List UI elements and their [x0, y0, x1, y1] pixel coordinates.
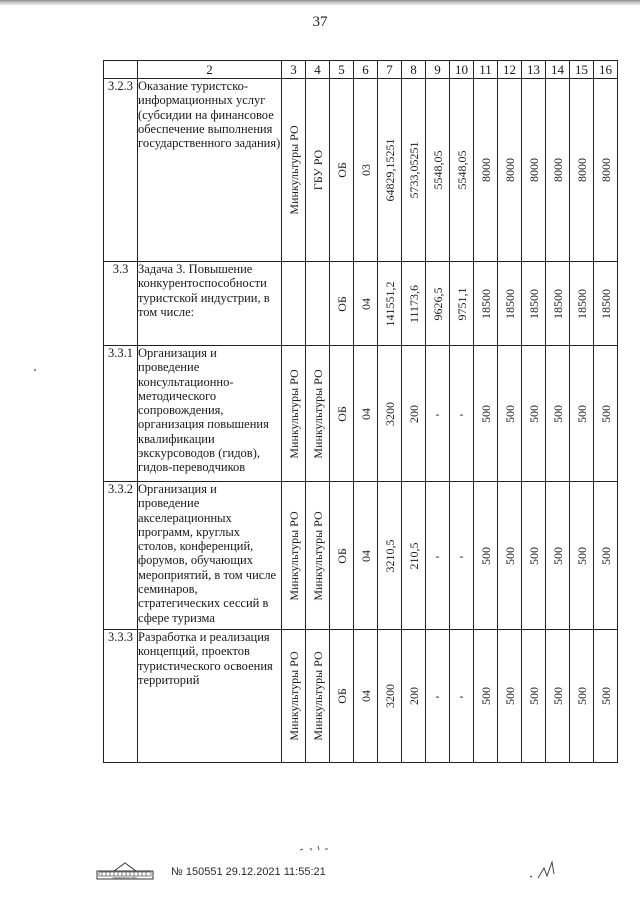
cell-value — [450, 262, 474, 346]
cell-value — [474, 79, 498, 262]
row-description: Оказание туристско-информационных услуг (субсидии на финансовое обеспечение выполнения государственного задания) — [138, 79, 282, 262]
row-description: Разработка и реализация концепций, проектов туристического освоения территорий — [138, 630, 282, 763]
cell-value — [378, 262, 402, 346]
cell-value — [570, 262, 594, 346]
cell-text: 04 — [358, 407, 373, 420]
cell-code — [354, 262, 378, 346]
cell-value — [402, 346, 426, 482]
row-number: 3.3.1 — [104, 346, 138, 482]
cell-text: 500 — [598, 546, 613, 565]
cell-text: 3200 — [382, 401, 397, 426]
cell-text: Минкультуры РО — [286, 125, 301, 215]
cell-value — [522, 79, 546, 262]
header-cell: 2 — [138, 61, 282, 79]
cell-text: 8000 — [550, 158, 565, 182]
cell-value — [522, 346, 546, 482]
cell-executor — [282, 79, 306, 262]
cell-text: 18500 — [526, 288, 541, 319]
cell-text: 9751,1 — [454, 287, 469, 320]
cell-text: 200 — [406, 687, 421, 705]
header-cell: 3 — [282, 61, 306, 79]
cell-text: 18500 — [598, 288, 613, 319]
cell-text: 500 — [550, 687, 565, 705]
header-cell: 7 — [378, 61, 402, 79]
cell-text: 141551,2 — [382, 281, 397, 326]
cell-value — [522, 262, 546, 346]
row-number: 3.3.2 — [104, 482, 138, 630]
cell-value — [546, 79, 570, 262]
table-row — [104, 262, 618, 346]
cell-text: 500 — [478, 404, 493, 423]
header-cell: 11 — [474, 61, 498, 79]
cell-text: 500 — [502, 687, 517, 705]
cell-value — [498, 262, 522, 346]
cell-participant — [306, 482, 330, 630]
cell-value — [570, 630, 594, 763]
cell-value — [594, 346, 618, 482]
cell-value — [426, 79, 450, 262]
cell-participant — [306, 262, 330, 346]
header-cell: 10 — [450, 61, 474, 79]
cell-text: 500 — [478, 546, 493, 565]
cell-value — [378, 346, 402, 482]
cell-budget — [330, 262, 354, 346]
header-row — [104, 61, 618, 79]
cell-text: ОБ — [334, 405, 349, 422]
header-cell: 16 — [594, 61, 618, 79]
cell-value — [498, 630, 522, 763]
cell-value — [378, 482, 402, 630]
header-cell: 6 — [354, 61, 378, 79]
header-cell: 5 — [330, 61, 354, 79]
header-cell: 9 — [426, 61, 450, 79]
cell-text: 500 — [574, 546, 589, 565]
cell-text: 03 — [358, 164, 373, 176]
row-number: 3.2.3 — [104, 79, 138, 262]
cell-text: 64829,15251 — [382, 138, 397, 202]
cell-text: 04 — [358, 690, 373, 702]
cell-executor — [282, 630, 306, 763]
cell-text: 8000 — [526, 158, 541, 182]
cell-text: 5733,05251 — [406, 141, 421, 199]
cell-text: 18500 — [502, 288, 517, 319]
cell-text: 18500 — [574, 288, 589, 319]
cell-value — [450, 482, 474, 630]
cell-value — [378, 79, 402, 262]
cell-value — [570, 482, 594, 630]
cell-text: 04 — [358, 297, 373, 310]
cell-text: Минкультуры РО — [310, 368, 325, 459]
cell-value — [402, 262, 426, 346]
cell-budget — [330, 482, 354, 630]
cell-value — [402, 630, 426, 763]
cell-value — [450, 630, 474, 763]
header-cell-1 — [104, 61, 138, 79]
cell-value — [378, 630, 402, 763]
row-description: Задача 3. Повышение конкурентоспособности туристской индустрии, в том числе: — [138, 262, 282, 346]
cell-value — [522, 630, 546, 763]
cell-value — [426, 482, 450, 630]
cell-value — [570, 79, 594, 262]
cell-value — [450, 346, 474, 482]
cell-text: 500 — [598, 404, 613, 423]
row-description: Организация и проведение консультационно-методического сопровождения, организация повышения квалификации экскурсоводов (гидов), гидов-переводчиков — [138, 346, 282, 482]
cell-value — [498, 346, 522, 482]
row-number: 3.3.3 — [104, 630, 138, 763]
scan-scribble-icon — [520, 848, 580, 888]
registration-stamp: № 150551 29.12.2021 11:55:21 — [171, 866, 326, 878]
scan-speck-icon — [280, 838, 360, 858]
cell-text: 500 — [502, 404, 517, 423]
cell-text: ОБ — [334, 162, 349, 178]
cell-value — [426, 262, 450, 346]
table-row — [104, 79, 618, 262]
cell-code — [354, 630, 378, 763]
cell-value — [498, 482, 522, 630]
cell-text: 5548,05 — [430, 150, 445, 190]
cell-value — [498, 79, 522, 262]
cell-text: - — [459, 406, 464, 421]
header-cell: 14 — [546, 61, 570, 79]
cell-budget — [330, 346, 354, 482]
cell-text: ОБ — [334, 688, 349, 704]
cell-text: 500 — [526, 687, 541, 705]
cell-executor — [282, 346, 306, 482]
cell-budget — [330, 630, 354, 763]
cell-text: 200 — [406, 404, 421, 423]
cell-text: 5548,05 — [454, 150, 469, 190]
header-cell: 4 — [306, 61, 330, 79]
government-logo-icon — [96, 862, 154, 880]
cell-value — [426, 346, 450, 482]
header-cell: 13 — [522, 61, 546, 79]
row-description: Организация и проведение акселерационных программ, круглых столов, конференций, форумов, обучающих мероприятий, в том числе семинаров, стратегических сессий в сфере туризма — [138, 482, 282, 630]
cell-text: 500 — [550, 404, 565, 423]
cell-text: 500 — [502, 546, 517, 565]
cell-value — [594, 79, 618, 262]
cell-budget — [330, 79, 354, 262]
cell-value — [546, 346, 570, 482]
cell-text: 210,5 — [406, 542, 421, 569]
cell-participant — [306, 79, 330, 262]
cell-text: 3200 — [382, 684, 397, 708]
cell-value — [546, 482, 570, 630]
cell-text: 3210,5 — [382, 539, 397, 572]
scan-edge — [0, 0, 640, 6]
cell-participant — [306, 346, 330, 482]
cell-text: 04 — [358, 549, 373, 562]
svg-text:ПРАВИТЕЛЬСТВО: ПРАВИТЕЛЬСТВО — [112, 876, 138, 880]
cell-text: ОБ — [334, 295, 349, 312]
cell-value — [474, 262, 498, 346]
cell-text: 500 — [574, 404, 589, 423]
cell-text: - — [435, 689, 440, 703]
cell-text: - — [459, 689, 464, 703]
cell-text: 500 — [574, 687, 589, 705]
page-number: 37 — [312, 14, 328, 30]
cell-text: 8000 — [598, 158, 613, 182]
cell-value — [546, 262, 570, 346]
cell-value — [474, 346, 498, 482]
program-table — [103, 60, 618, 763]
header-cell: 8 — [402, 61, 426, 79]
cell-text: Минкультуры РО — [310, 651, 325, 741]
cell-text: 18500 — [550, 288, 565, 319]
cell-value — [570, 346, 594, 482]
cell-text: Минкультуры РО — [286, 510, 301, 601]
cell-value — [426, 630, 450, 763]
cell-text: 8000 — [478, 158, 493, 182]
cell-text: 8000 — [574, 158, 589, 182]
cell-text: 500 — [598, 687, 613, 705]
cell-text: 11173,6 — [406, 284, 421, 323]
table-row — [104, 482, 618, 630]
cell-text: 18500 — [478, 288, 493, 319]
cell-value — [594, 630, 618, 763]
cell-text: 500 — [550, 546, 565, 565]
cell-participant — [306, 630, 330, 763]
cell-text: - — [435, 406, 440, 421]
cell-text: Минкультуры РО — [310, 510, 325, 601]
cell-text: ГБУ РО — [310, 149, 325, 191]
cell-text: 500 — [526, 546, 541, 565]
cell-value — [594, 262, 618, 346]
cell-code — [354, 482, 378, 630]
cell-text: - — [459, 548, 464, 563]
cell-value — [402, 79, 426, 262]
header-cell: 12 — [498, 61, 522, 79]
cell-value — [546, 630, 570, 763]
cell-value — [474, 630, 498, 763]
cell-value — [450, 79, 474, 262]
cell-text: Минкультуры РО — [286, 368, 301, 459]
cell-value — [522, 482, 546, 630]
cell-executor — [282, 262, 306, 346]
row-number: 3.3 — [104, 262, 138, 346]
cell-text: ОБ — [334, 547, 349, 564]
cell-text: - — [435, 548, 440, 563]
cell-text: 500 — [478, 687, 493, 705]
table-row — [104, 346, 618, 482]
cell-text: 8000 — [502, 158, 517, 182]
table-row — [104, 630, 618, 763]
cell-value — [594, 482, 618, 630]
cell-code — [354, 79, 378, 262]
cell-text: Минкультуры РО — [286, 651, 301, 741]
header-cell: 15 — [570, 61, 594, 79]
cell-value — [474, 482, 498, 630]
scan-dot-icon — [30, 365, 40, 375]
cell-executor — [282, 482, 306, 630]
cell-text: 500 — [526, 404, 541, 423]
cell-code — [354, 346, 378, 482]
cell-text: 9626,5 — [430, 287, 445, 320]
cell-value — [402, 482, 426, 630]
